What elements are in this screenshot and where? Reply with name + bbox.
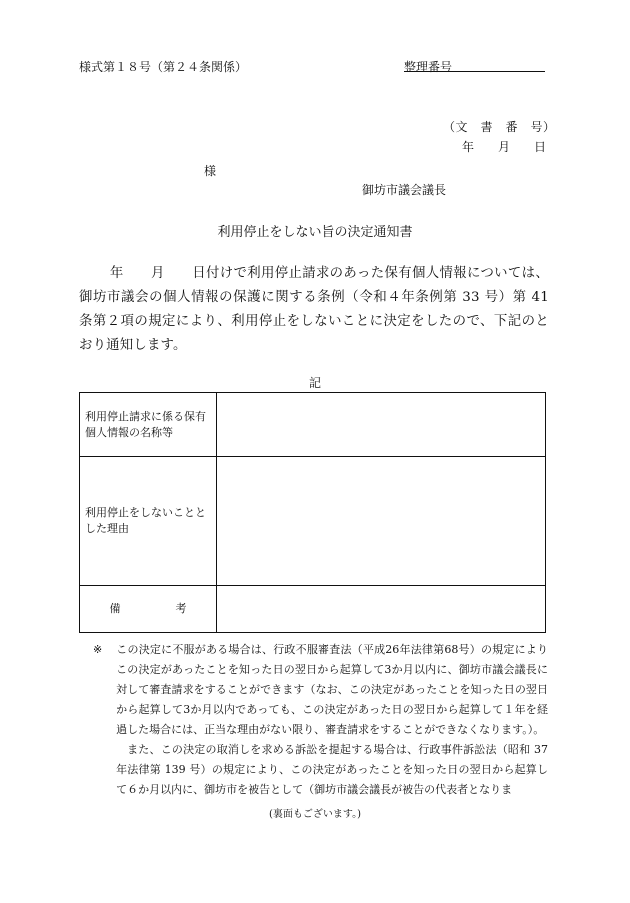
row-value-reason [217, 457, 546, 586]
document-number: （文 書 番 号） [443, 120, 556, 134]
row-value-info-name [217, 393, 546, 457]
sender-name: 御坊市議会議長 [362, 183, 447, 197]
table-row [80, 457, 546, 586]
reference-number-label: 整理番号 [404, 60, 453, 74]
issue-date: 年 月 日 [462, 140, 547, 154]
note-text-1: この決定に不服がある場合は、行政不服審査法（平成26年法律第68号）の規定によりこの決定があったことを知った日の翌日から起算して3か月以内に、御坊市議会議長に対して審査請求をすることができます（なお、この決定があったことを知った日の翌日から起算して3か月以内であっても、この決定があった日の翌日から起算して１年を経過した場合には、正当な理由がない限り、審査請求をすることができなくなります。）。 [116, 643, 548, 736]
notice-body: 年 月 日付けで利用停止請求のあった保有個人情報については、御坊市議会の個人情報の保護に関する条例（令和４年条例第 33 号）第 41 条第２項の規定により、利用停止をしないことに決定をしたので、下記のとおり通知します。 [79, 266, 549, 353]
document-title: 利用停止をしない旨の決定通知書 [217, 225, 413, 240]
ki-heading: 記 [308, 376, 321, 390]
note-paragraph-1 [93, 640, 548, 740]
recipient-suffix: 様 [204, 164, 217, 178]
back-page-note: (裏面もございます。) [268, 809, 361, 820]
reference-number-line [404, 71, 545, 72]
notes-section [93, 640, 548, 800]
row-value-remarks [217, 586, 546, 633]
note-paragraph-2: また、この決定の取消しを求める訴訟を提起する場合は、行政事件訴訟法（昭和 37 年法律第 139 号）の規定により、この決定があったことを知った日の翌日から起算して６か月以内に、御坊市を被告として（御坊市議会議長が被告の代表者となりま [116, 743, 548, 796]
details-table [79, 392, 546, 633]
row-label-info-name: 利用停止請求に係る保有個人情報の名称等 [80, 393, 217, 457]
table-row [80, 393, 546, 457]
row-label-reason: 利用停止をしないこととした理由 [80, 457, 217, 586]
row-label-remarks: 備 考 [80, 586, 217, 633]
note-mark: ※ [93, 643, 103, 656]
form-number: 様式第１８号（第２４条関係） [79, 60, 248, 74]
table-row [80, 586, 546, 633]
